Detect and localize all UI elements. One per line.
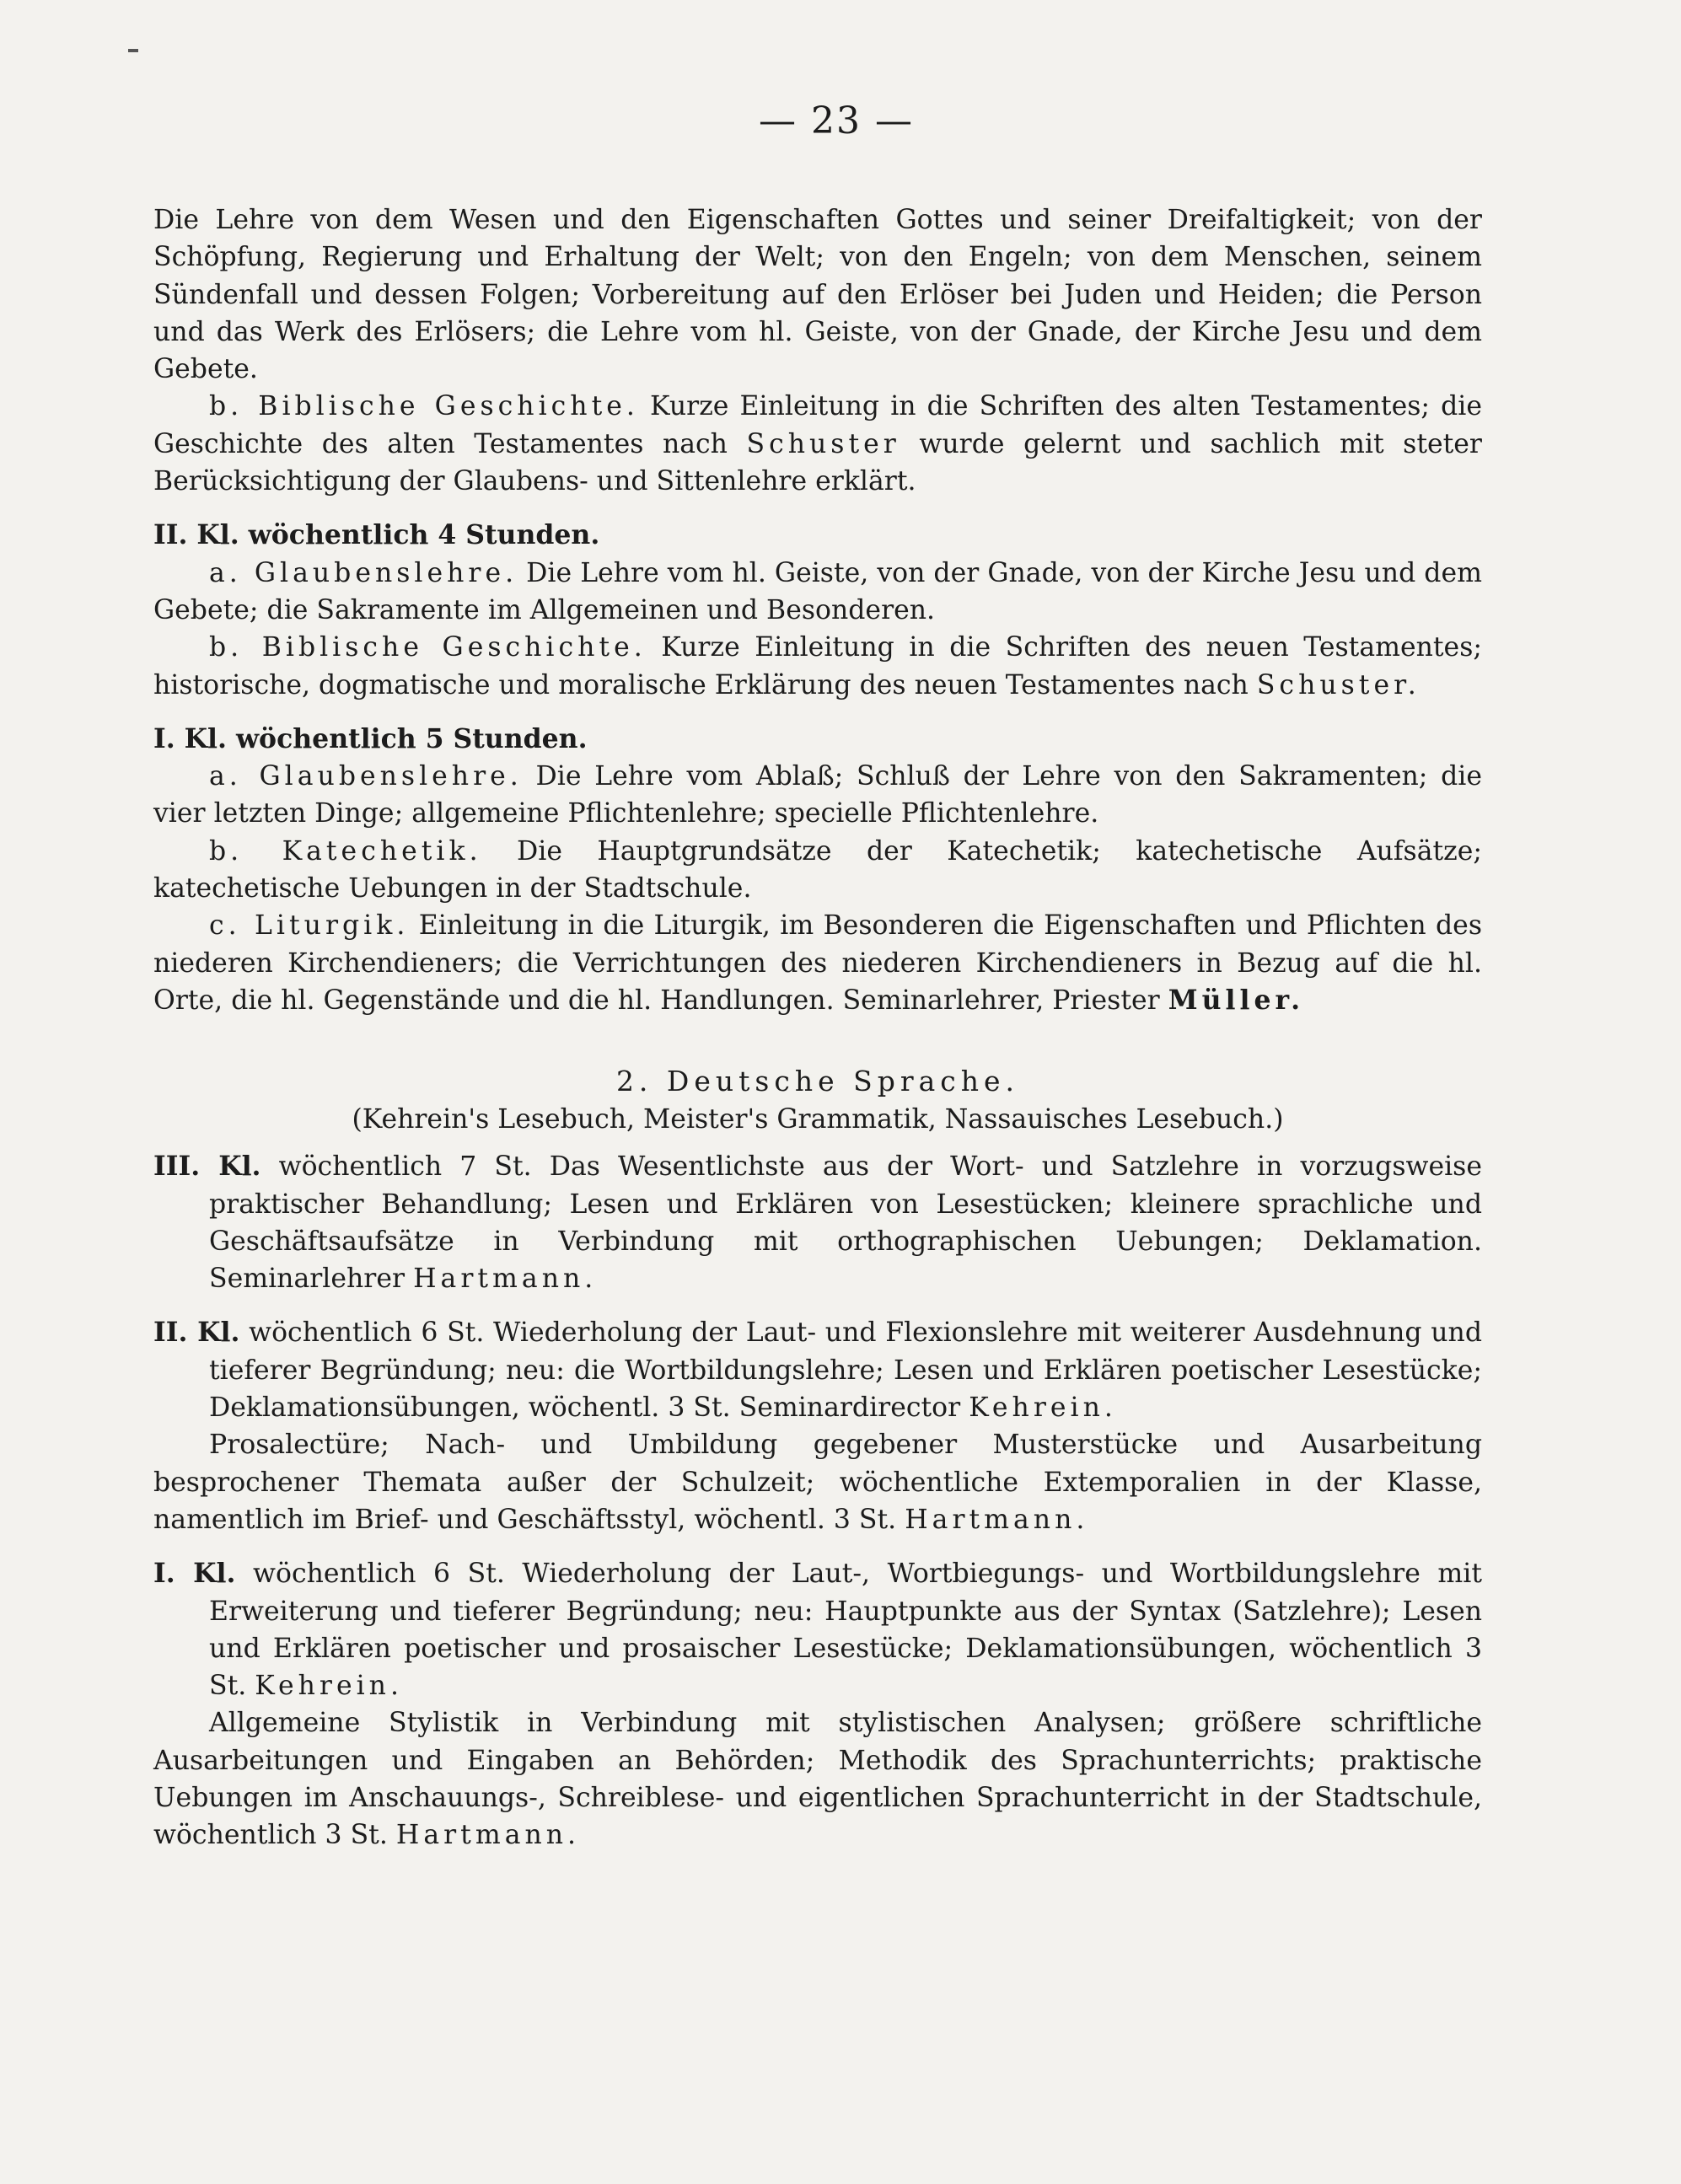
german-class-2 <box>153 1314 1482 1426</box>
class-1-liturgy-label: c. Liturgik. <box>209 910 410 942</box>
class-1-liturgy-text: Einleitung in die Liturgik, im Besonderen die Eigenschaften und Pflichten des niederen Kirchendieners; die Verrichtungen des niederen Kirchendieners in Bezug auf die hl. Orte, die hl. Gegenstände und die hl. Handlungen. Seminarlehrer, Priester <box>153 910 1482 1016</box>
german-class-2-text: wöchentlich 6 St. Wiederholung der Laut- und Flexionslehre mit weiterer Ausdehnung und tieferer Begründung; neu: die Wortbildungslehre; Lesen und Erklären poetischer Lesestücke; Deklamationsübungen, wöchentl. 3 St. Seminardirector <box>209 1317 1483 1424</box>
print-mark <box>128 49 138 52</box>
class-2-doctrine <box>153 555 1482 630</box>
german-class-3-lead: III. Kl. <box>153 1151 261 1183</box>
class-1-liturgy-teacher: Müller. <box>1168 984 1305 1016</box>
german-class-2-prose-text: Prosalectüre; Nach- und Umbildung gegebener Musterstücke und Ausarbeitung besprochener Themata außer der Schulzeit; wöchentliche Extemporalien in der Klasse, namentlich im Brief- und Geschäftsstyl, wöchentl. 3 St. <box>153 1430 1482 1535</box>
section-title-german: 2. Deutsche Sprache. <box>615 1065 1020 1098</box>
class-2-heading: II. Kl. wöchentlich 4 Stunden. <box>153 519 600 551</box>
class-2-doctrine-text: Die Lehre vom hl. Geiste, von der Gnade, von der Kirche Jesu und dem Gebete; die Sakramente im Allgemeinen und Besonderen. <box>153 557 1482 625</box>
class-1-heading: I. Kl. wöchentlich 5 Stunden. <box>153 722 588 754</box>
doctrine-paragraph <box>153 201 1482 388</box>
class-1-catechetics <box>153 833 1482 908</box>
german-class-2-teacher: Kehrein. <box>969 1393 1117 1424</box>
bible-history-author: Schuster <box>746 428 900 459</box>
doctrine-text: Die Lehre von dem Wesen und den Eigenschaften Gottes und seiner Dreifaltigkeit; von der Schöpfung, Regierung und Erhaltung der Welt; von den Engeln; von dem Menschen, seinem Sündenfall und dessen Folgen; Vorbereitung auf den Erlöser bei Juden und Heiden; die Person und das Werk des Erlösers; die Lehre vom hl. Geiste, von der Gnade, der Kirche Jesu und dem Gebete. <box>153 205 1482 385</box>
class-2-bible-history-author: Schuster. <box>1256 669 1421 700</box>
german-class-2-prose <box>153 1426 1482 1538</box>
german-class-1-stylistics <box>153 1704 1482 1854</box>
class-1-doctrine-label: a. Glaubenslehre. <box>209 761 523 792</box>
class-2-doctrine-label: a. Glaubenslehre. <box>209 557 518 588</box>
class-2-bible-history-text: Kurze Einleitung in die Schriften des neuen Testamentes; historische, dogmatische und moralische Erklärung des neuen Testamentes nach <box>153 632 1482 700</box>
bible-history-text: Kurze Einleitung in die Schriften des alten Testamentes; die Geschichte des alten Testamentes nach <box>153 391 1482 459</box>
bible-history-text-2: wurde gelernt und sachlich mit steter Berücksichtigung der Glaubens- und Sittenlehre erklärt. <box>153 428 1482 497</box>
class-1-catechetics-label: b. Katechetik. <box>209 835 482 867</box>
german-class-3-text: wöchentlich 7 St. Das Wesentlichste aus der Wort- und Satzlehre in vorzugsweise praktischer Behandlung; Lesen und Erklären von Lesestücken; kleinere sprachliche und Geschäftsaufsätze in Verbindung mit orthographischen Uebungen; Deklamation. Seminarlehrer <box>209 1151 1482 1295</box>
german-class-3-teacher: Hartmann. <box>413 1264 598 1295</box>
german-class-2-lead: II. Kl. <box>153 1317 240 1349</box>
bible-history-paragraph <box>153 388 1482 500</box>
class-1-liturgy <box>153 907 1482 1019</box>
german-class-1 <box>153 1555 1482 1704</box>
german-class-1-lead: I. Kl. <box>153 1558 236 1590</box>
class-2-bible-history <box>153 629 1482 704</box>
page-number: — 23 — <box>759 99 914 142</box>
german-class-1-teacher: Kehrein. <box>255 1671 403 1702</box>
bible-history-label: b. Biblische Geschichte. <box>209 391 639 422</box>
class-1-doctrine-text: Die Lehre vom Ablaß; Schluß der Lehre von den Sakramenten; die vier letzten Dinge; allgemeine Pflichtenlehre; specielle Pflichtenlehre. <box>153 761 1482 829</box>
german-class-3 <box>153 1148 1482 1297</box>
class-2-bible-history-label: b. Biblische Geschichte. <box>209 632 647 663</box>
german-class-1-text: wöchentlich 6 St. Wiederholung der Laut-, Wortbiegungs- und Wortbildungslehre mit Erweiterung und tieferer Begründung; neu: Hauptpunkte aus der Syntax (Satzlehre); Lesen und Erklären poetischer und prosaischer Lesestücke; Deklamationsübungen, wöchentlich 3 St. <box>209 1559 1483 1702</box>
german-class-1-stylistics-text: Allgemeine Stylistik in Verbindung mit stylistischen Analysen; größere schriftliche Ausarbeitungen und Eingaben an Behörden; Methodik des Sprachunterrichts; praktische Uebungen im Anschauungs-, Schreiblese- und eigentlichen Sprachunterricht in der Stadtschule, wöchentlich 3 St. <box>153 1708 1482 1851</box>
german-class-1-stylistics-teacher: Hartmann. <box>395 1820 581 1851</box>
class-1-doctrine <box>153 758 1482 833</box>
section-subtitle-german: (Kehrein's Lesebuch, Meister's Grammatik, Nassauisches Lesebuch.) <box>352 1104 1284 1135</box>
class-1-catechetics-text: Die Hauptgrundsätze der Katechetik; katechetische Aufsätze; katechetische Uebungen in der Stadtschule. <box>153 835 1482 904</box>
german-class-2-prose-teacher: Hartmann. <box>905 1504 1089 1535</box>
